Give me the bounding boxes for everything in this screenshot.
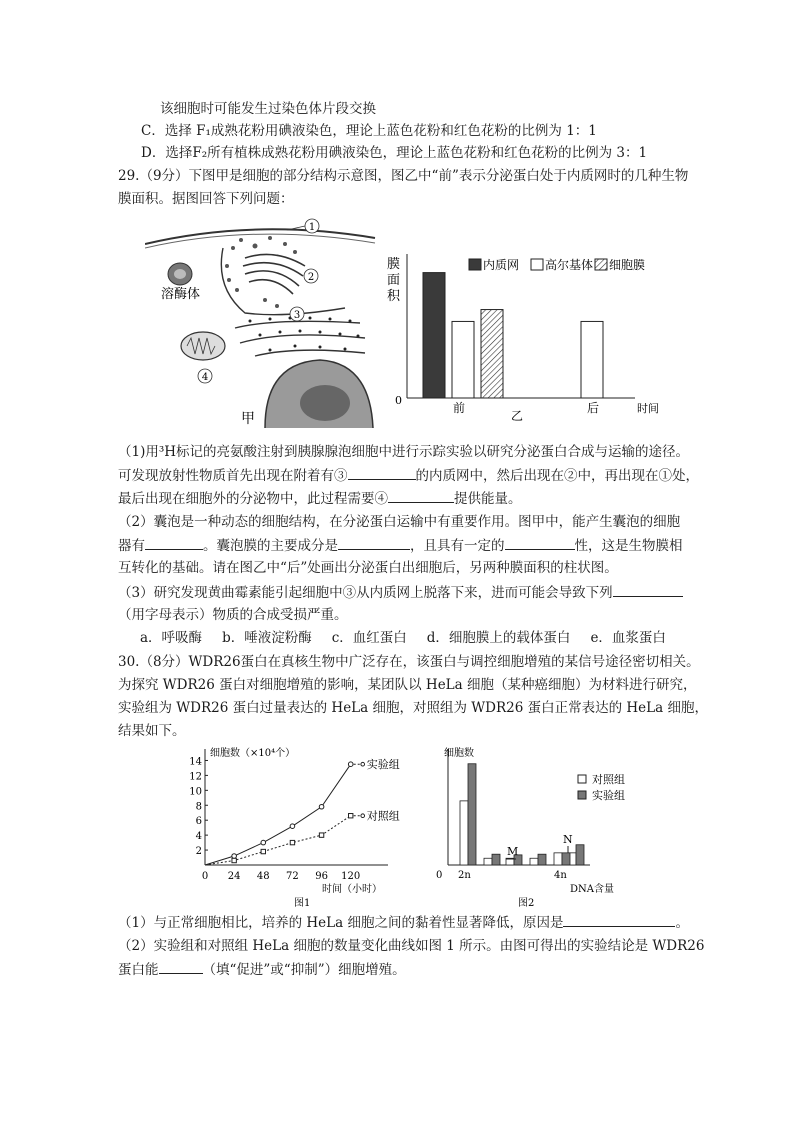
fig2-legend-swatch-0 [578,775,586,783]
fig2-ylabel: 细胞数 [444,748,474,759]
fig2-bar-5-1 [576,845,584,865]
mark-1: 1 [308,222,316,233]
fig2-legend-label-0: 对照组 [592,773,625,786]
fig1-point [349,814,353,818]
fig1-ytick-label: 6 [195,816,202,828]
fig2-bar-1-1 [492,854,500,865]
q30-sub1a: （1）与正常细胞相比，培养的 HeLa 细胞之间的黏着性显著降低，原因是 [118,915,564,931]
answer-blank-organelles[interactable] [145,535,203,550]
q29-part3-line1a: （3）研究发现黄曲霉素能引起细胞中③从内质网上脱落下来，进而可能会导致下列 [118,585,613,601]
fig2-xtick-4n: 4n [554,870,567,881]
cell-structure-diagram [145,218,380,428]
fig1-ylabel: 细胞数（×10⁴个） [210,748,296,759]
fig1-point [261,849,265,853]
yi-bar-1-1 [581,321,603,398]
fig1-xtick-label: 96 [315,871,328,882]
fig1-ytick-label: 2 [195,846,202,858]
fig1-point [290,824,295,829]
fig2-bar-0-0 [460,801,468,865]
answer-blank-options[interactable] [613,582,683,597]
fig1-ytick-label: 4 [195,831,202,843]
membrane-area-chart-svg [385,246,675,421]
q29-stem-line1: 29.（9分）下图甲是细胞的部分结构示意图，图乙中“前”表示分泌蛋白处于内质网时的几种生物 [118,168,689,184]
fig1-point [348,762,353,767]
q30-sub1b: 。 [675,915,689,931]
answer-blank-ribosome[interactable] [348,465,416,480]
q29-part1-line2a: 可发现放射性物质首先出现在附着有③ [118,468,348,484]
q29-part2-line2 [118,535,683,556]
fig2-xtick-2n: 2n [458,870,471,881]
rough-er [221,248,365,356]
q30-stem-line1: 30.（8分）WDR26蛋白在真核生物中广泛存在，该蛋白与调控细胞增殖的某信号途径密切相关。 [118,654,700,670]
q30-sub2-line1: （2）实验组和对照组 HeLa 细胞的数量变化曲线如图 1 所示。由图可得出的实验结论是 WDR26 [118,938,705,954]
option-c-q29: c．血红蛋白 [331,630,407,646]
fig1-series-label-0: 实验组 [366,758,400,772]
option-d: D．选择F₂所有植株成熟花粉用碘液染色，理论上蓝色花粉和红色花粉的比例为 3：1 [141,145,648,161]
fig1-point [232,858,236,862]
fig1-xtick-label: 24 [227,871,241,882]
q29-part1-line3a: 最后出现在细胞外的分泌物中，此过程需要④ [118,491,388,507]
fig1-point [261,840,266,845]
fig1-xtick-label: 72 [286,871,299,882]
fig1-series-line-1 [205,816,351,865]
option-c: C．选择 F₁成熟花粉用碘液染色，理论上蓝色花粉和红色花粉的比例为 1：1 [141,123,597,139]
fig2-xlabel: DNA含量 [570,884,614,895]
membrane-area-chart [385,246,675,421]
cell-number-line-chart [188,743,418,908]
q29-part2-line1: （2）囊泡是一种动态的细胞结构，在分泌蛋白运输中有重要作用。图甲中，能产生囊泡的细胞 [118,514,681,530]
option-a: a．呼吸酶 [140,630,203,646]
q30-stem-line2: 为探究 WDR26 蛋白对细胞增殖的影响，某团队以 HeLa 细胞（某种癌细胞）为材料进行研究， [118,677,697,693]
legend-er: 内质网 [483,258,520,272]
q30-sub2-line2b: （填“促进”或“抑制”）细胞增殖。 [202,962,406,978]
fig-yi-label: 乙 [511,409,524,421]
yi-bar-0-2 [481,310,503,398]
fig2-bar-1-0 [484,858,492,865]
q29-options [140,628,666,648]
q29-part1-line3 [118,488,522,509]
fig2-bar-4-0 [554,853,562,865]
fig1-caption: 图1 [294,898,311,908]
fig1-xlabel: 时间（小时） [322,884,382,895]
option-b: b．唾液淀粉酶 [222,630,312,646]
q29-part1-line3b: 提供能量。 [454,491,522,507]
q29-stem-line2: 膜面积。据图回答下列问题： [118,191,294,207]
q30-sub2-line2 [118,959,406,980]
yi-ylabel-2: 面 [387,273,401,288]
secretory-vesicles [225,236,297,308]
q29-part2-line2a: 器有 [118,538,145,554]
mitochondrion-shape [181,332,225,360]
q29-part2-line3: 互转化的基础。请在图乙中“后”处画出分泌蛋白出细胞后，另两种膜面积的柱状图。 [118,560,618,576]
fig2-bar-4-1 [562,853,570,865]
q30-sub1 [118,912,689,933]
fig2-annotation-n: N [563,833,573,846]
q29-part3-line1 [118,582,683,603]
mark-2: 2 [307,272,315,283]
fig1-svg [188,743,418,908]
q30-stem-line4: 结果如下。 [118,723,186,739]
legend-swatch-er [469,259,481,270]
legend-golgi: 高尔基体 [545,258,594,272]
answer-blank-promote-inhibit[interactable] [159,959,203,974]
fig1-point [319,833,323,837]
fig2-bar-0-1 [468,764,476,865]
legend-swatch-golgi [531,259,543,270]
q29-part1-line2b: 的内质网中，然后出现在②中，再出现在①处， [415,468,699,484]
yi-bars [423,273,603,398]
fig1-xtick-label: 48 [256,871,270,882]
fig1-ytick-label: 10 [189,786,202,798]
golgi-apparatus [243,254,305,294]
fig1-xtick-label: 120 [341,871,361,882]
fig1-ytick-label: 12 [189,771,202,783]
fig2-bar-3-1 [538,854,546,865]
fig2-svg [430,743,650,908]
mark-4: 4 [201,372,209,383]
fig1-series-label-1: 对照组 [366,809,400,823]
yi-tick-after: 后 [587,401,600,415]
q29-part2-line2c: ，且具有一定的 [410,538,505,554]
yi-bar-0-1 [452,321,474,398]
fig1-xtick-label: 0 [201,871,209,882]
q29-part3-line2: （用字母表示）物质的合成受损严重。 [118,607,348,623]
yi-bar-0-0 [423,273,445,398]
q29-part1-line2 [118,465,699,486]
answer-blank-fluidity[interactable] [505,535,575,550]
fig1-point [290,840,294,844]
yi-tick-before: 前 [453,401,466,415]
option-e: e．血浆蛋白 [590,630,666,646]
q29-part1-line1: （1)用³H标记的亮氨酸注射到胰腺腺泡细胞中进行示踪实验以研究分泌蛋白合成与运输的途径。 [118,444,690,460]
q30-sub2-line2a: 蛋白能 [118,962,159,978]
mark-3: 3 [293,310,301,321]
answer-blank-adhesion[interactable] [563,912,675,927]
fig2-origin: 0 [436,870,443,881]
fig1-ytick-label: 8 [195,801,202,813]
yi-xlabel: 时间 [637,402,659,415]
q29-part2-line2b: 。囊泡膜的主要成分是 [203,538,338,554]
option-d-q29: d．细胞膜上的载体蛋白 [426,630,571,646]
lysosome-label: 溶酶体 [161,287,201,302]
fig2-caption: 图2 [518,898,535,908]
fig2-legend-label-1: 实验组 [592,789,625,802]
yi-origin: 0 [395,394,402,407]
fig1-ytick-label: 14 [189,756,202,768]
fig1-point [319,804,324,809]
yi-ylabel-3: 积 [387,289,401,304]
legend-membrane: 细胞膜 [609,258,646,272]
prev-line-continuation: 该细胞时可能发生过染色体片段交换 [160,101,376,117]
fig1-series-line-0 [205,764,351,865]
fig2-legend-swatch-1 [578,791,586,799]
yi-ylabel-1: 膜 [387,257,401,272]
fig2-bar-3-0 [530,858,538,865]
dna-content-bar-chart [430,743,650,908]
q30-stem-line3: 实验组为 WDR26 蛋白过量表达的 HeLa 细胞，对照组为 WDR26 蛋白正常表达的 HeLa 细胞， [118,700,708,716]
cell-diagram-svg [145,218,380,428]
answer-blank-energy[interactable] [388,488,454,503]
legend-swatch-membrane [595,259,607,270]
q29-part2-line2d: 性，这是生物膜相 [574,538,683,554]
answer-blank-membrane-components[interactable] [338,535,410,550]
fig1-point [232,854,237,859]
fig-jia-label: 甲 [241,411,255,427]
fig2-annotation-m: M [507,845,519,858]
